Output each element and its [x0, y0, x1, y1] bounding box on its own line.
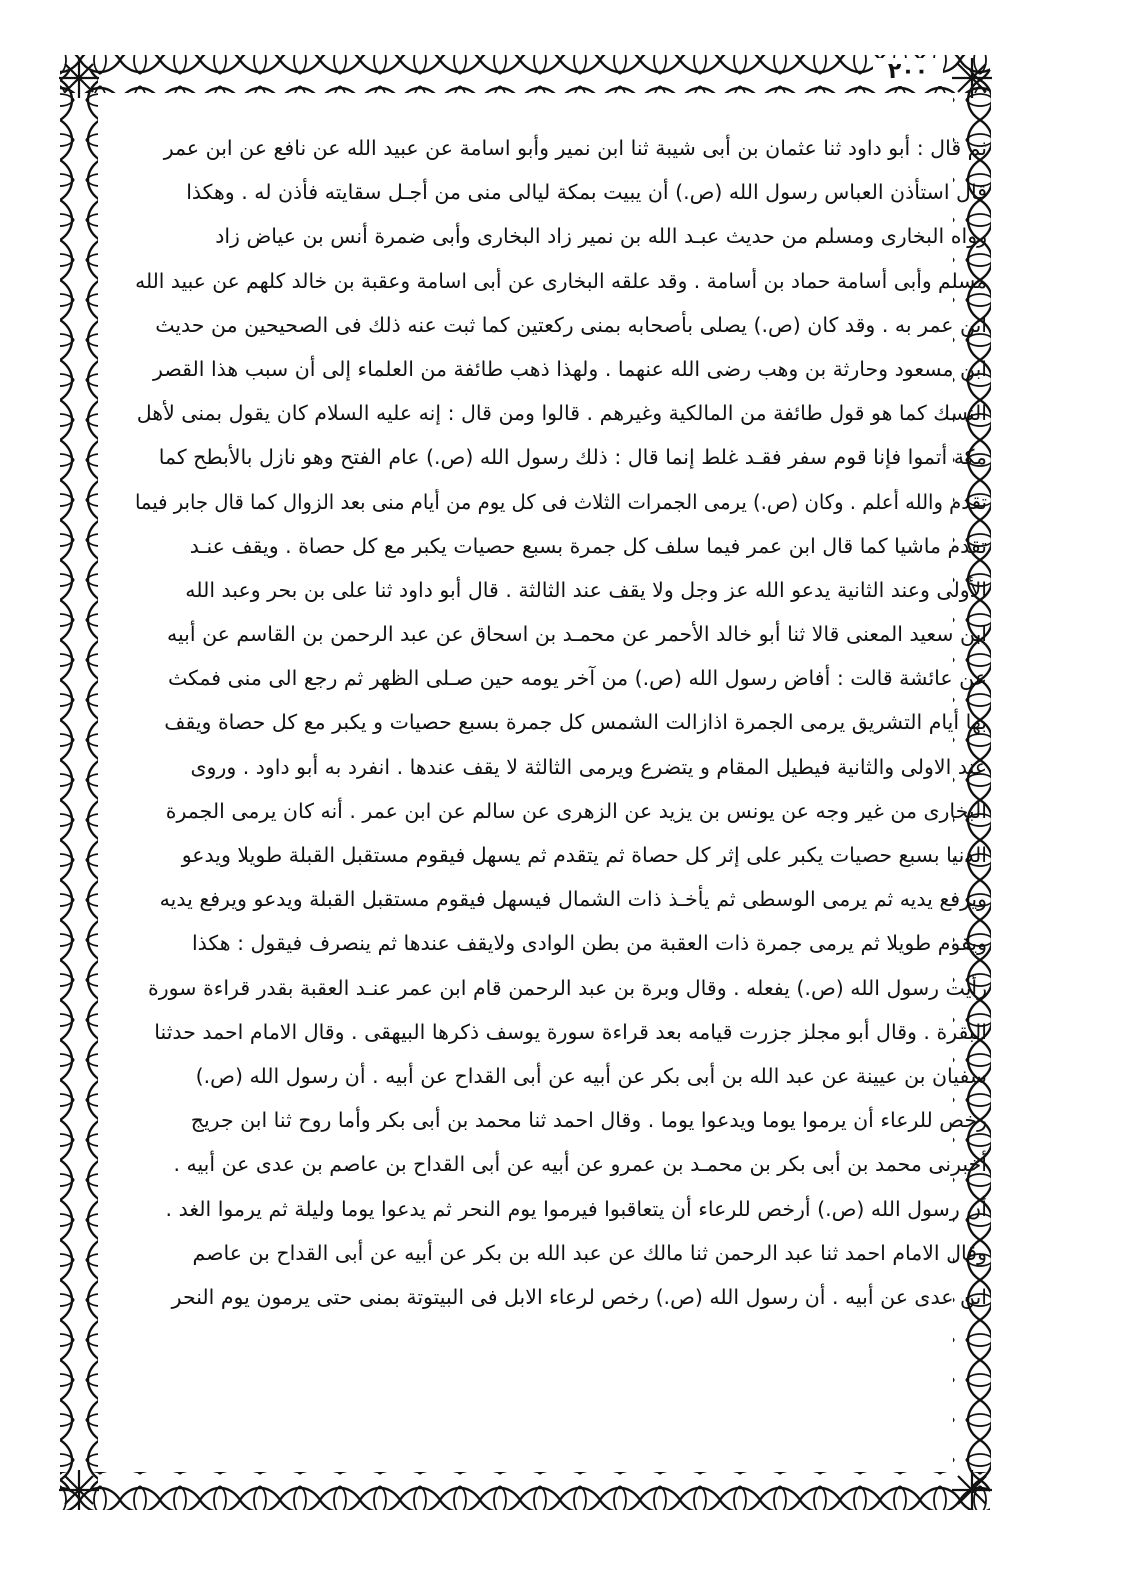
text-line: أخبرنى محمد بن أبى بكر بن محمـد بن عمرو عن أبيه عن أبى القداح بن عاصم بن عدى عن أبيه .	[173, 1152, 987, 1177]
page-number: ٢٠٠	[873, 58, 943, 86]
text-line: عند الاولى والثانية فيطيل المقام و يتضرع ويرمى الثالثة لا يقف عندها . انفرد به أبو داود . وروى	[190, 754, 987, 779]
text-line: ابن عمر به . وقد كان (ص.) يصلى بأصحابه بمنى ركعتين كما ثبت عنه ذلك فى الصحيحين من حديث	[155, 312, 987, 337]
text-line: تقدم والله أعلم . وكان (ص.) يرمى الجمرات الثلاث فى كل يوم من أيام منى بعد الزوال كما قال جابر فيما	[135, 489, 987, 514]
text-line: البقرة . وقال أبو مجلز جزرت قيامه بعد قراءة سورة يوسف ذكرها البيهقى . وقال الامام احمد حدثنا	[154, 1019, 987, 1044]
text-line: عن عائشة قالت : أفاض رسول الله (ص.) من آخر يومه حين صـلى الظهر ثم رجع الى منى فمكث	[167, 666, 987, 691]
text-line: رواه البخارى ومسلم من حديث عبـد الله بن نمير زاد البخارى وأبى ضمرة أنس بن عياض زاد	[215, 224, 987, 249]
text-line: قال استأذن العباس رسول الله (ص.) أن يبيت بمكة ليالى منى من أجـل سقايته فأذن له . وهكذا	[186, 180, 987, 205]
text-line: مكة أتموا فإنا قوم سفر فقـد غلط إنما قال : ذلك رسول الله (ص.) عام الفتح وهو نازل بالأبطح كما	[158, 445, 987, 470]
text-line: ويقوم طويلا ثم يرمى جمرة ذات العقبة من بطن الوادى ولايقف عندها ثم ينصرف فيقول : هكذا	[191, 931, 987, 956]
body-text	[135, 126, 987, 1319]
text-line: تقدم ماشيا كما قال ابن عمر فيما سلف كل جمرة بسبع حصيات يكبر مع كل حصاة . ويقف عنـد	[189, 533, 987, 558]
text-line: مسلم وأبى أسامة حماد بن أسامة . وقد علقه البخارى عن أبى اسامة وعقبة بن خالد كلهم عن عبيد الله	[135, 268, 987, 293]
text-line: ويرفع يديه ثم يرمى الوسطى ثم يأخـذ ذات الشمال فيسهل فيقوم مستقبل القبلة ويدعو ويرفع يديه	[159, 887, 987, 912]
text-line: وقال الامام احمد ثنا عبد الرحمن ثنا مالك عن عبد الله بن بكر عن أبيه عن أبى القداح بن عاصم	[192, 1240, 987, 1265]
text-line: رخص للرعاء أن يرموا يوما ويدعوا يوما . وقال احمد ثنا محمد بن أبى بكر وأما روح ثنا ابن جريج	[190, 1108, 987, 1133]
text-line: بها أيام التشريق يرمى الجمرة اذازالت الشمس كل جمرة بسبع حصيات و يكبر مع كل حصاة ويقف	[164, 710, 987, 735]
text-line: الدنيا بسبع حصيات يكبر على إثر كل حصاة ثم يتقدم ثم يسهل فيقوم مستقبل القبلة طويلا ويدعو	[181, 843, 987, 867]
text-line: ابن عدى عن أبيه . أن رسول الله (ص.) رخص لرعاء الابل فى البيتوتة بمنى حتى يرمون يوم النحر	[171, 1284, 987, 1309]
text-line: الأولى وعند الثانية يدعو الله عز وجل ولا يقف عند الثالثة . قال أبو داود ثنا على بن بحر وعبد الله	[185, 577, 987, 602]
text-line: البخارى من غير وجه عن يونس بن يزيد عن الزهرى عن سالم عن ابن عمر . أنه كان يرمى الجمرة	[165, 798, 987, 823]
text-line: أن رسول الله (ص.) أرخص للرعاء أن يتعاقبوا فيرموا يوم النحر ثم يدعوا يوما وليلة ثم يرموا الغد .	[165, 1196, 987, 1221]
text-line: النسك كما هو قول طائفة من المالكية وغيرهم . قالوا ومن قال : إنه عليه السلام كان يقول بمنى لأهل	[136, 401, 987, 426]
text-line: ابن سعيد المعنى قالا ثنا أبو خالد الأحمر عن محمـد بن اسحاق عن عبد الرحمن بن القاسم عن أبيه	[166, 622, 987, 647]
text-line: ابن مسعود وحارثة بن وهب رضى الله عنهما . ولهذا ذهب طائفة من العلماء إلى أن سبب هذا القصر	[153, 356, 987, 381]
text-line: سفيان بن عيينة عن عبد الله بن أبى بكر عن أبيه عن أبى القداح عن أبيه . أن رسول الله (ص.)	[195, 1063, 987, 1088]
text-line: ثم قال : أبو داود ثنا عثمان بن أبى شيبة ثنا ابن نمير وأبو اسامة عن عبيد الله عن نافع عن ابن عمر	[163, 136, 987, 160]
text-line: رأيت رسول الله (ص.) يفعله . وقال وبرة بن عبد الرحمن قام ابن عمر عنـد العقبة بقدر قراءة سورة	[148, 975, 987, 1000]
